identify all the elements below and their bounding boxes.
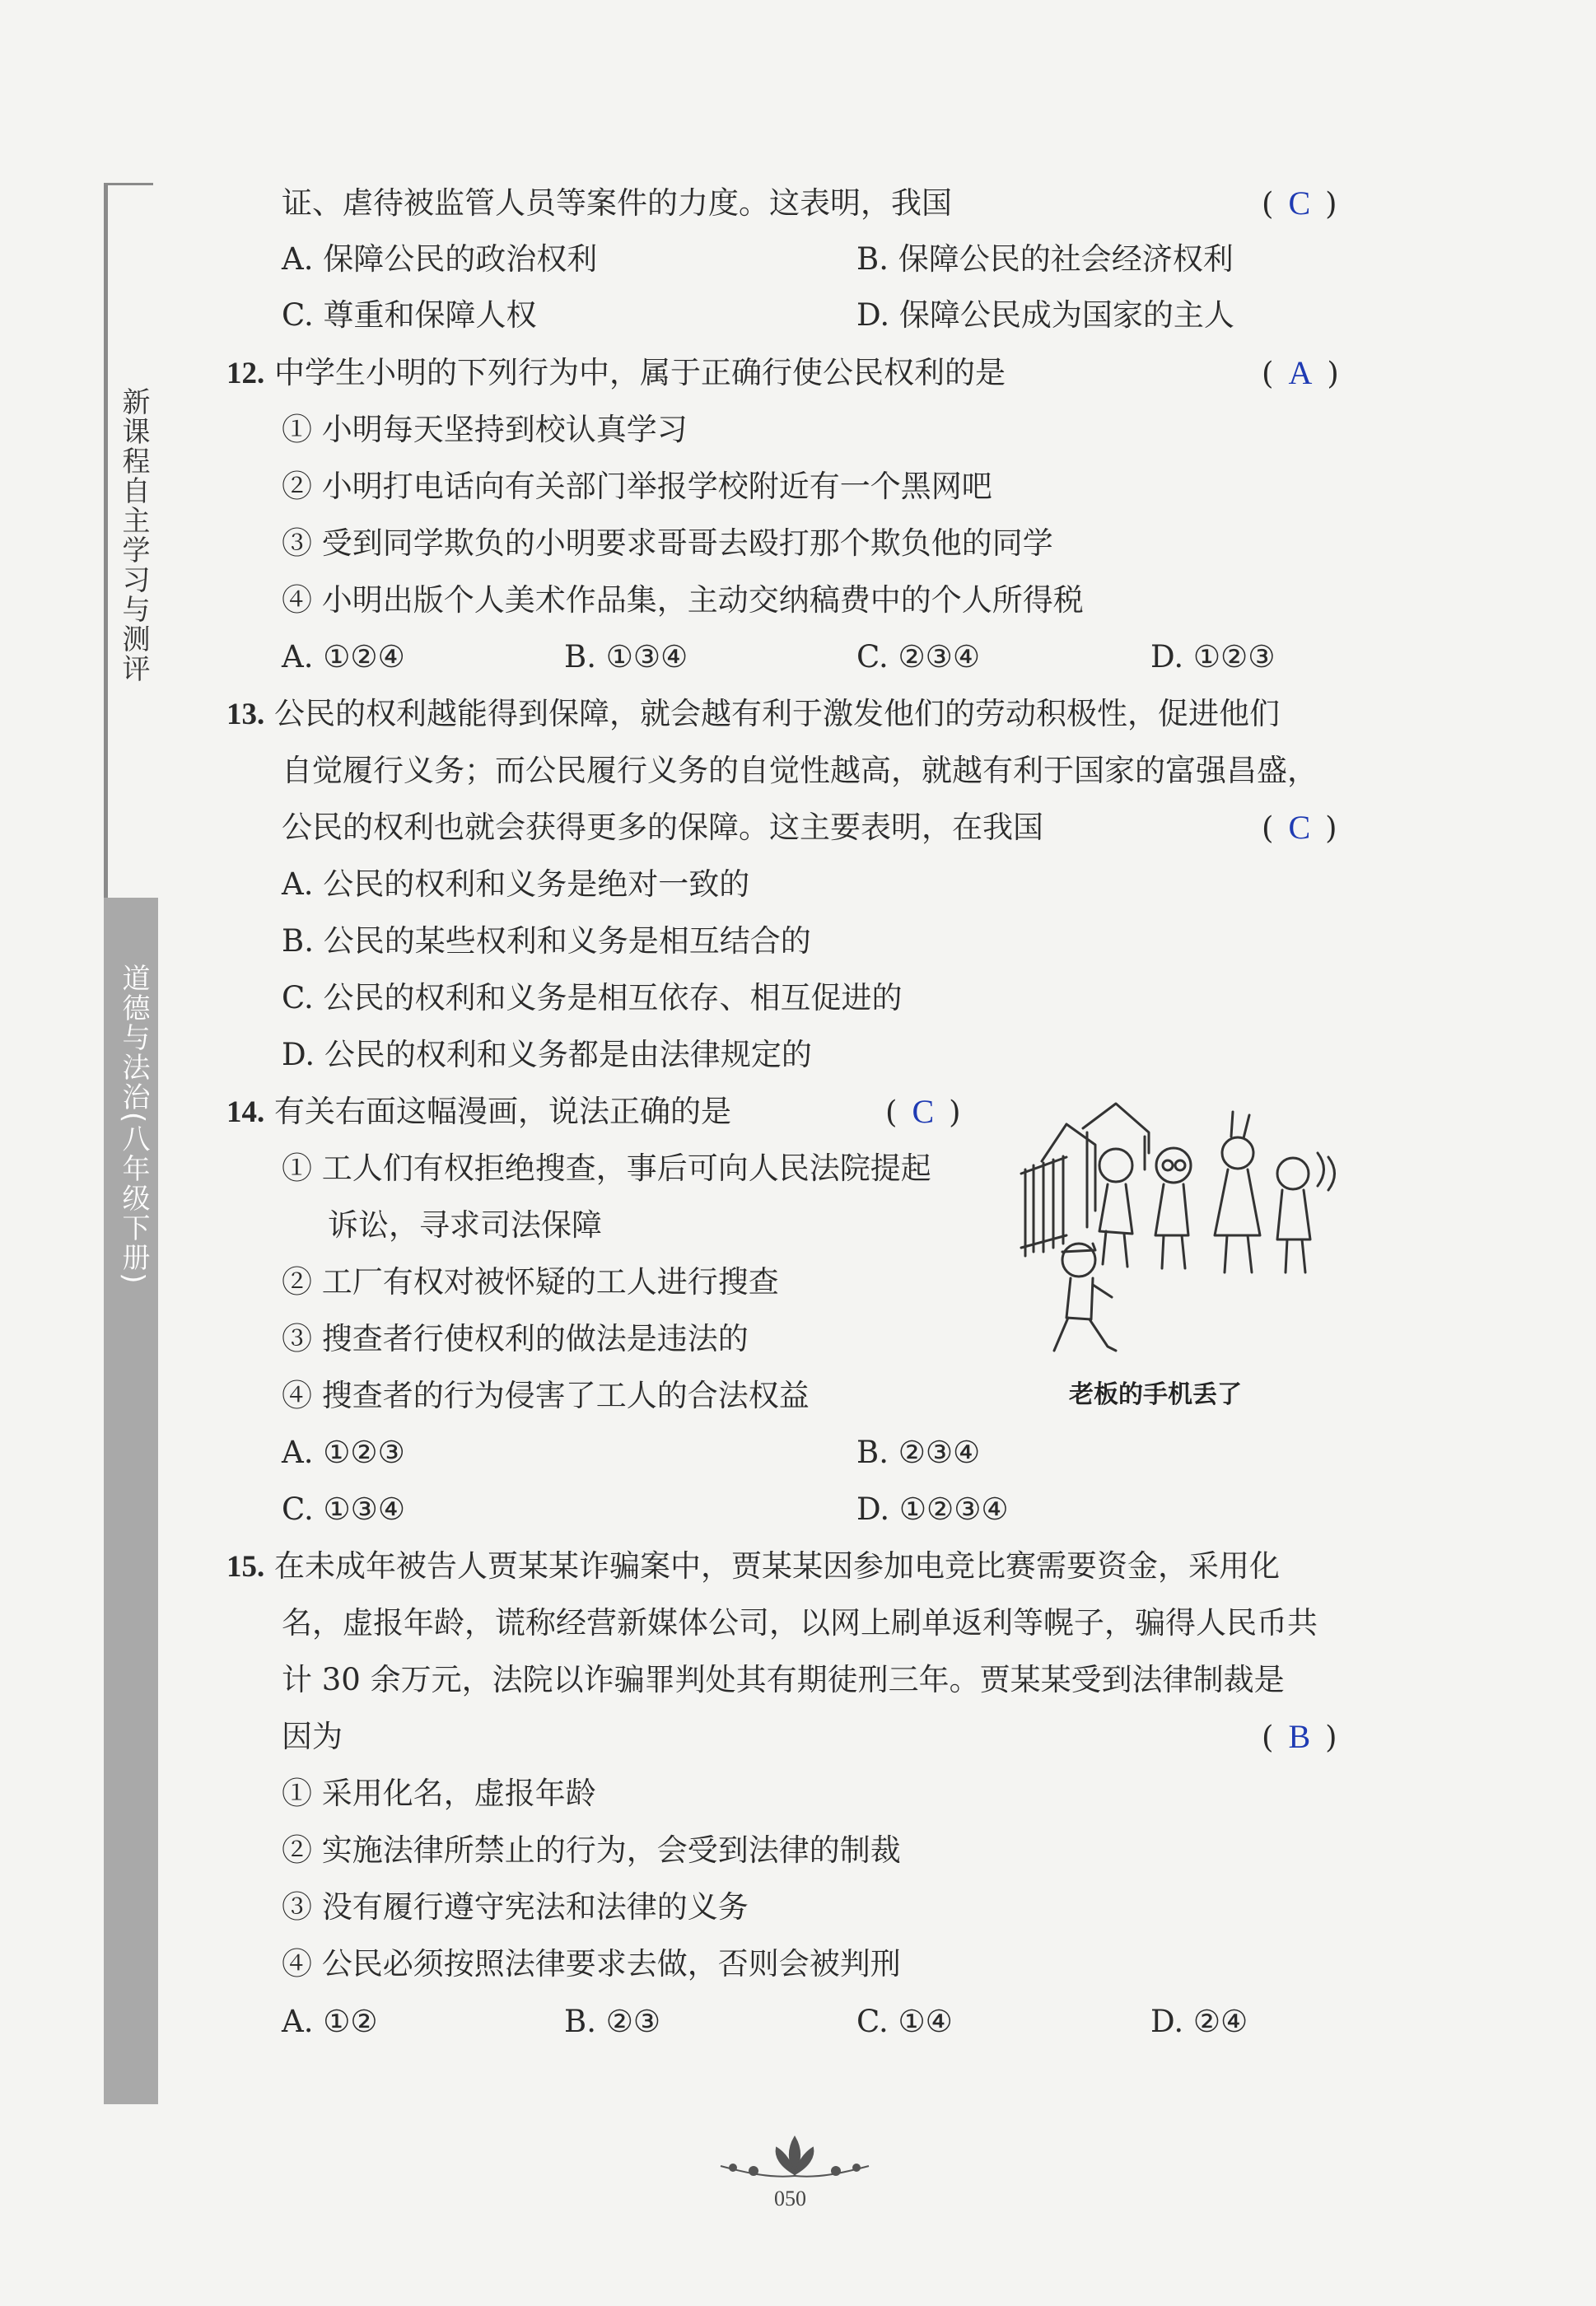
q12-item-2: ② 小明打电话向有关部门举报学校附近有一个黑网吧 [282,469,992,504]
q14-number: 14. [226,1095,265,1129]
q15-option-a: A. ①② [282,2004,378,2039]
q15-stem-line-1 [226,1546,1280,1588]
sidebar-top-cap [104,183,153,185]
q12-option-b: B. ①③④ [564,639,688,675]
q15-option-c: C. ①④ [856,2004,953,2039]
q12-stem-line [226,352,1006,394]
q15-stem-line-2: 名，虚报年龄，谎称经营新媒体公司，以网上刷单返利等幌子，骗得人民币共 [282,1605,1318,1641]
q13-option-d: D. 公民的权利和义务都是由法律规定的 [282,1037,812,1072]
q13-stem-line-3: 公民的权利也就会获得更多的保障。这主要表明，在我国 [282,810,1043,845]
q12-stem: 中学生小明的下列行为中，属于正确行使公民权利的是 [274,355,1006,390]
q11-answer: C [1288,184,1311,222]
q12-answer: A [1288,354,1313,391]
q12-number: 12. [226,357,265,390]
q15-item-1: ① 采用化名，虚报年龄 [282,1776,596,1811]
q14-answer-box: ( C ) [885,1093,961,1130]
q14-item-1: ① 工人们有权拒绝搜查，事后可向人民法院提起 [282,1151,931,1186]
q12-option-d: D. ①②③ [1150,639,1276,675]
q12-option-a: A. ①②④ [282,639,405,675]
q13-answer: C [1288,809,1311,846]
q15-option-b: B. ②③ [564,2004,661,2039]
q14-item-3: ③ 搜查者行使权利的做法是违法的 [282,1321,749,1356]
q11-stem: 证、虐待被监管人员等案件的力度。这表明，我国 [282,185,952,221]
q14-stem: 有关右面这幅漫画，说法正确的是 [274,1094,732,1129]
q14-option-b: B. ②③④ [856,1435,981,1470]
q13-stem-line-2: 自觉履行义务；而公民履行义务的自觉性越高，就越有利于国家的富强昌盛， [282,753,1318,788]
q15-answer: B [1288,1718,1311,1755]
q15-stem-line-4: 因为 [282,1719,343,1754]
sidebar-series-title: 新课程自主学习与测评 [117,387,150,684]
q14-stem-line [226,1091,731,1133]
sidebar-subject-title: 道德与法治(八年级下册) [117,964,150,1286]
q15-option-d: D. ②④ [1150,2004,1248,2039]
sidebar-rule [104,183,108,898]
q15-item-2: ② 实施法律所禁止的行为，会受到法律的制裁 [282,1832,901,1868]
cartoon-illustration [1017,1087,1363,1367]
q15-item-3: ③ 没有履行遵守宪法和法律的义务 [282,1889,749,1925]
q14-item-1-cont: 诉讼，寻求司法保障 [328,1207,602,1243]
q15-answer-box: ( B ) [1262,1718,1337,1755]
cartoon-caption: 老板的手机丢了 [1069,1380,1242,1409]
q11-answer-box: ( C ) [1262,184,1337,222]
q14-option-a: A. ①②③ [282,1435,405,1470]
q14-answer: C [912,1093,935,1130]
footer-ornament-icon [704,2133,885,2182]
q13-option-c: C. 公民的权利和义务是相互依存、相互促进的 [282,980,903,1015]
q15-item-4: ④ 公民必须按照法律要求去做，否则会被判刑 [282,1946,901,1982]
q14-item-2: ② 工厂有权对被怀疑的工人进行搜查 [282,1264,779,1300]
q14-option-d: D. ①②③④ [856,1491,1009,1527]
q13-stem-1: 公民的权利越能得到保障，就会越有利于激发他们的劳动积极性，促进他们 [274,696,1281,731]
q11-option-a: A. 保障公民的政治权利 [282,241,598,277]
q12-item-1: ① 小明每天坚持到校认真学习 [282,412,688,447]
q14-item-4: ④ 搜查者的行为侵害了工人的合法权益 [282,1378,810,1413]
q12-item-4: ④ 小明出版个人美术作品集，主动交纳稿费中的个人所得税 [282,582,1084,618]
q13-option-a: A. 公民的权利和义务是绝对一致的 [282,866,750,902]
q13-answer-box: ( C ) [1262,809,1337,846]
q15-stem-line-3: 计 30 余万元，法院以诈骗罪判处其有期徒刑三年。贾某某受到法律制裁是 [282,1662,1285,1697]
q13-stem-line-1 [226,693,1280,735]
q11-option-b: B. 保障公民的社会经济权利 [856,241,1234,277]
q15-stem-1: 在未成年被告人贾某某诈骗案中，贾某某因参加电竞比赛需要资金，采用化 [274,1548,1281,1584]
q13-option-b: B. 公民的某些权利和义务是相互结合的 [282,923,811,959]
q13-number: 13. [226,698,265,731]
page-number: 050 [774,2187,806,2210]
q12-item-3: ③ 受到同学欺负的小明要求哥哥去殴打那个欺负他的同学 [282,525,1053,561]
q15-number: 15. [226,1550,265,1584]
q11-option-c: C. 尊重和保障人权 [282,297,537,333]
q12-option-c: C. ②③④ [856,639,981,675]
q11-option-d: D. 保障公民成为国家的主人 [856,297,1234,333]
q12-answer-box: ( A ) [1262,354,1339,391]
q14-option-c: C. ①③④ [282,1491,406,1527]
